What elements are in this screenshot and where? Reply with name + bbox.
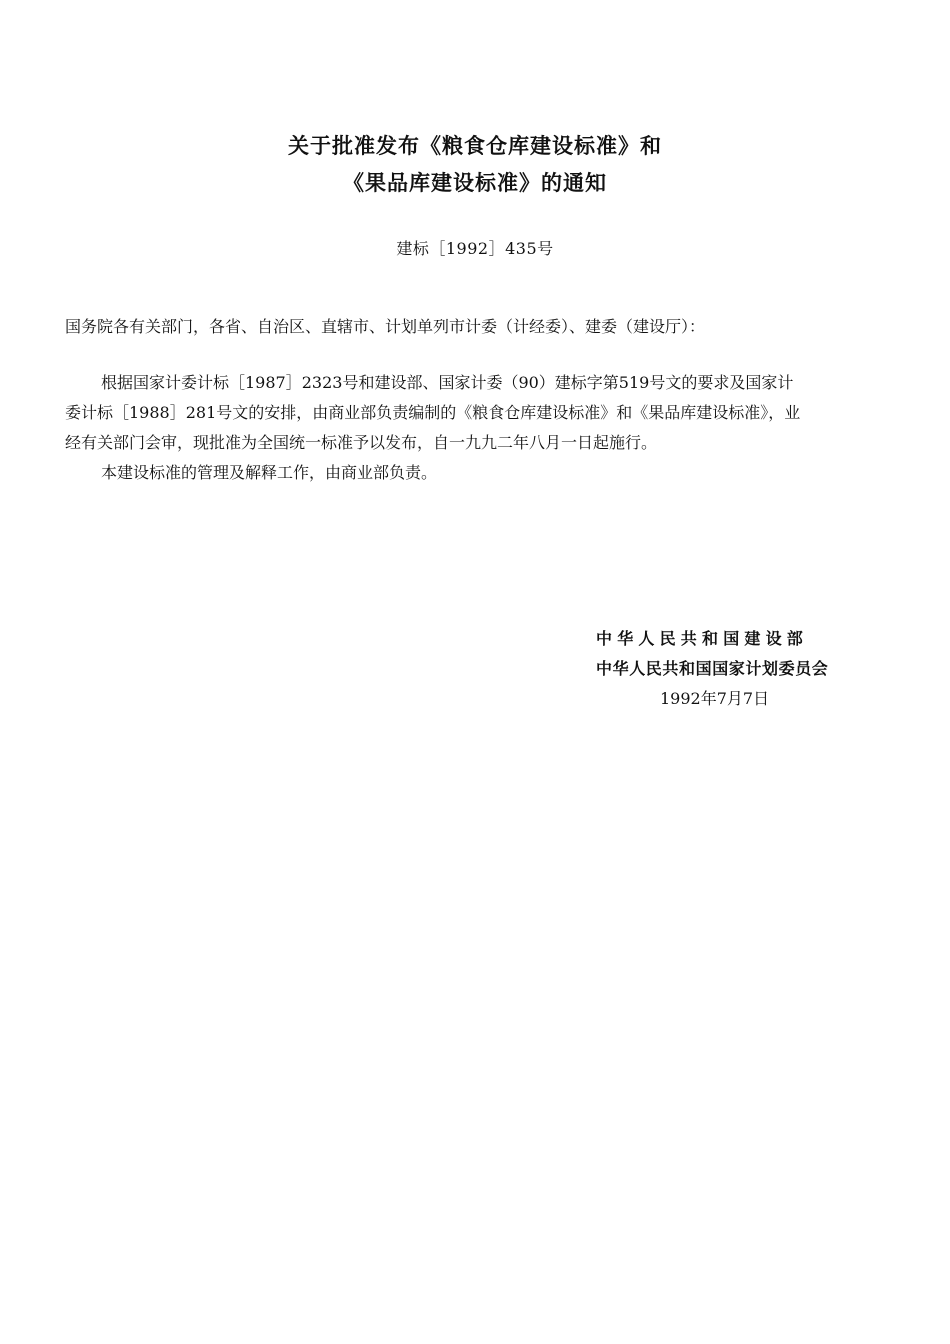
body-paragraph-line: 委计标［1988］281号文的安排，由商业部负责编制的《粮食仓库建设标准》和《果品库建设标准》，业 (65, 403, 801, 422)
signature-issuer-commission: 中华人民共和国国家计划委员会 (596, 659, 829, 678)
document-number: 建标［1992］435号 (396, 239, 554, 258)
signature-issuer-ministry: 中华人民共和国建设部 (596, 629, 809, 648)
body-paragraph-line: 本建设标准的管理及解释工作，由商业部负责。 (101, 463, 438, 482)
document-title-line-1: 关于批准发布《粮食仓库建设标准》和 (288, 134, 662, 158)
document-title-line-2: 《果品库建设标准》的通知 (343, 171, 607, 195)
addressee-line: 国务院各有关部门，各省、自治区、直辖市、计划单列市计委（计经委）、建委（建设厅）： (65, 317, 706, 336)
signature-date: 1992年7月7日 (660, 689, 770, 708)
body-paragraph-line: 经有关部门会审，现批准为全国统一标准予以发布，自一九九二年八月一日起施行。 (65, 433, 658, 452)
body-paragraph-line: 根据国家计委计标［1987］2323号和建设部、国家计委（90）建标字第519号文的要求及国家计 (101, 373, 794, 392)
